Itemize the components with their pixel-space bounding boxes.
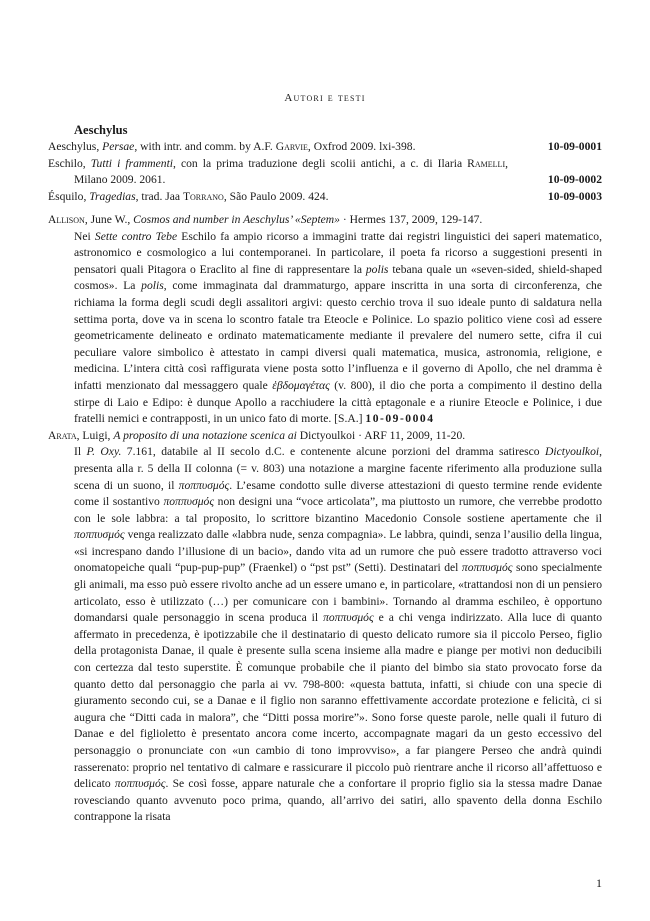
entry-heading (48, 212, 602, 229)
editions-list (48, 139, 602, 205)
abstract-text: venga realizzato dalle «labbra nude, senza compagnia». Le labbra, quindi, senza l’ausilio della lingua, «si increspano dando l’illusione di un bacio», dando vita ad un rumore che può essere tradotto attraverso voci onomatopeiche quali “pup-pup-pup” (Fraenkel) o “pst pst” (Setti). Destinatari del (74, 528, 602, 575)
edition-author: Eschilo (48, 156, 83, 170)
greek-word: ποππυσμός (323, 611, 374, 625)
entries-list (48, 212, 602, 826)
abstract-text: sono specialmente gli animali, ma esso può essere rivolto anche ad un essere umano e, in particolare, «trattandosi non di un pensiero articolato, esso è utilizzato (…) per comunicare con i bambini». Tornando al dramma eschileo, è opportuno domandarsi quale personaggio in scena produca il (74, 561, 602, 625)
section-title: Aeschylus (74, 123, 128, 137)
abstract-text: tebana quale un «seven-sided, shield-shaped cosmos». La (74, 262, 602, 293)
abstract-text: Eschilo fa ampio ricorso a immagini tratte dai registri linguistici dei saperi matematico, astronomico e cosmologico a lui contemporanei. In particolare, il poeta fa ricorso a suggestioni presenti in pensatori quali Pitagora o Eraclito al fine di rappresentare la (74, 229, 602, 276)
greek-word: ποππυσμός (178, 478, 230, 492)
abstract-italic: P. Oxy. (86, 445, 122, 459)
entry-title-rest: Dictyoulkoi (296, 428, 356, 442)
edition-author: Ésquilo (48, 189, 84, 203)
entry-title: Cosmos and number in Aeschylus’ «Septem» (133, 213, 340, 226)
greek-word: ποππυσμός (461, 561, 513, 575)
abstract-text: e a chi venga indirizzato. Alla luce di quanto affermato in precedenza, è ipotizzabile che il destinatario di questo delicato rumore sia il piccolo Perseo, figlio della protagonista Danae, il quale è presente sulla scena insieme alla madre e piange per motivi non deducibili con certezza dal testo superstite. È comunque probabile che il pianto del bimbo sia stato provocato forse da quanto detto dal personaggio che parla ai vv. 798-800: «questa battuta, infatti, si chiude con una specie di giuramento secondo cui, se a Danae e il figlio non saranno effettivamente accordate protezione e felicità, ci si augura che “Ditti cada in malora”, che “Ditti possa morire”». Sono forse queste parole, nelle quali il futuro di Danae e del figlioletto è presentato ancora come incerto, accompagnate magari da un gesto eccessivo del personaggio o pronunciate con «un cambio di tono improvviso», a far piangere Perseo che andrà quindi rasserenato: proprio nel tentativo di calmare e rassicurare il piccolo può rientrare anche il ricorso all’affettuoso e delicato (74, 611, 603, 791)
abstract-text: Il (74, 445, 87, 459)
edition-imprint: , Milano 2009. 2061. (74, 156, 509, 187)
page-number: 1 (596, 876, 602, 890)
edition-title: Tragedias (89, 189, 136, 203)
edition-title: Tutti i frammenti (90, 156, 174, 170)
edition-editor: Ramelli (467, 156, 506, 170)
abstract-text: , come immaginata dal drammaturgo, appare inscritta in una sorta di circonferenza, che richiama la forma degli scudi degli assalitori argivi: questo cerchio trova il suo ideale punto di saldatura nella settima porta, dove va in scena lo scontro fatale tra Eteocle e Polinice. Lo spazio politico viene così ad essere geometricamente delineato e ordinato matematicamente mediante il prevalere del numero sette, cifra il cui peculiare valore simbolico è attestato in campi diversi quali matematica, musica, astronomia, religione, e medicina. L’intera città così raffigurata viene posta sotto l’influenza e il governo di Apollo, che nel dramma è infatti menzionato dal messaggero quale (74, 279, 602, 392)
record-code: 10-09-0001 (547, 140, 602, 153)
entry-abstract (48, 444, 602, 826)
greek-word: ἑβδομαγέτας (272, 378, 330, 392)
abstract-text: Nei (74, 229, 95, 243)
greek-word: ποππυσμός (163, 495, 215, 509)
abstract-text: . L’esame condotto sulle diverse attestazioni di questo termine rende evidente come il sostantivo (74, 478, 603, 509)
entry-title: A proposito di una notazione scenica ai (113, 428, 297, 442)
edition-title: Persae (102, 140, 135, 153)
bibliographic-entry (48, 212, 602, 428)
abstract-text: . Se così fosse, appare naturale che a confortare il proprio figlio sia la stessa madre Danae rovesciando quanto avvenuto poco prima, quando, all’arrivo dei satiri, allo spavento della donna Eschilo contrappone la risata (74, 777, 603, 824)
abstract-italic: Dictyoulkoi (545, 445, 600, 459)
entry-author-name: , June W., (84, 213, 134, 226)
edition-editor: Torrano (182, 189, 224, 203)
record-code: 10-09-0003 (547, 189, 602, 203)
edition-entry: Ésquilo, Tragedias, trad. Jaa Torrano, São Paulo 2009. 424. 10-09-0003 (48, 189, 602, 206)
entry-author: Allison (48, 213, 85, 226)
running-head (48, 92, 602, 104)
abstract-text: , presenta alla r. 5 della II colonna (= v. 803) una notazione a margine facente riferimento alla produzione sulla scena di un suono, il (74, 445, 603, 492)
entry-heading (48, 428, 602, 445)
abstract-italic: polis (141, 279, 164, 293)
entry-abstract (48, 229, 602, 428)
entry-citation: · Hermes 137, 2009, 129-147. (339, 213, 483, 226)
greek-word: ποππυσμός (74, 528, 125, 542)
greek-word: ποππυσμός (114, 777, 166, 791)
abstract-text: (v. 800), il dio che porta a compimento il destino della stirpe di Laio e Edipo: è dunque Apollo a racchiudere la città eptagonale e a riunire Eteocle e Polinice, i due fratelli nemici e contrapposti, in un unico fato di morte. [S.A.] (74, 378, 602, 426)
edition-info: , con la prima traduzione degli scolii antichi, a c. di Ilaria (173, 156, 468, 170)
edition-info: , trad. Jaa (135, 189, 183, 203)
edition-entry: Eschilo, Tutti i frammenti, con la prima traduzione degli scolii antichi, a c. di Ilaria Ramelli, Milano 2009. 2061. 10-09-0002 (48, 156, 602, 189)
abstract-italic: Sette contro Tebe (94, 229, 178, 243)
edition-author: Aeschylus (48, 140, 97, 153)
record-code: 10-09-0004 (365, 412, 435, 426)
bibliographic-entry (48, 428, 602, 826)
edition-info: , with intr. and comm. by A.F. (134, 140, 276, 153)
entry-citation: · ARF 11, 2009, 11-20. (355, 428, 466, 442)
entry-author-name: , Luigi, (76, 428, 114, 442)
record-code: 10-09-0002 (547, 173, 602, 187)
edition-editor: Garvie (275, 140, 308, 153)
abstract-italic: polis (365, 262, 389, 276)
edition-imprint: , Oxfrod 2009. lxi-398. (307, 140, 416, 153)
edition-imprint: , São Paulo 2009. 424. (223, 189, 329, 203)
abstract-text: non designi una “voce articolata”, ma piuttosto un rumore, che verrebbe prodotto con le sole labbra: a tal proposito, lo scrittore bizantino Macedonio Console sostiene apertamente che il (74, 495, 603, 525)
abstract-text: 7.161, databile al II secolo d.C. e contenente alcune porzioni del dramma satiresco (121, 445, 546, 459)
edition-entry: Aeschylus, Persae, with intr. and comm. by A.F. Garvie, Oxfrod 2009. lxi-398. 10-09-0001 (48, 139, 602, 156)
entry-author: Arata (48, 428, 77, 442)
running-head-text: Autori e testi (284, 92, 366, 104)
